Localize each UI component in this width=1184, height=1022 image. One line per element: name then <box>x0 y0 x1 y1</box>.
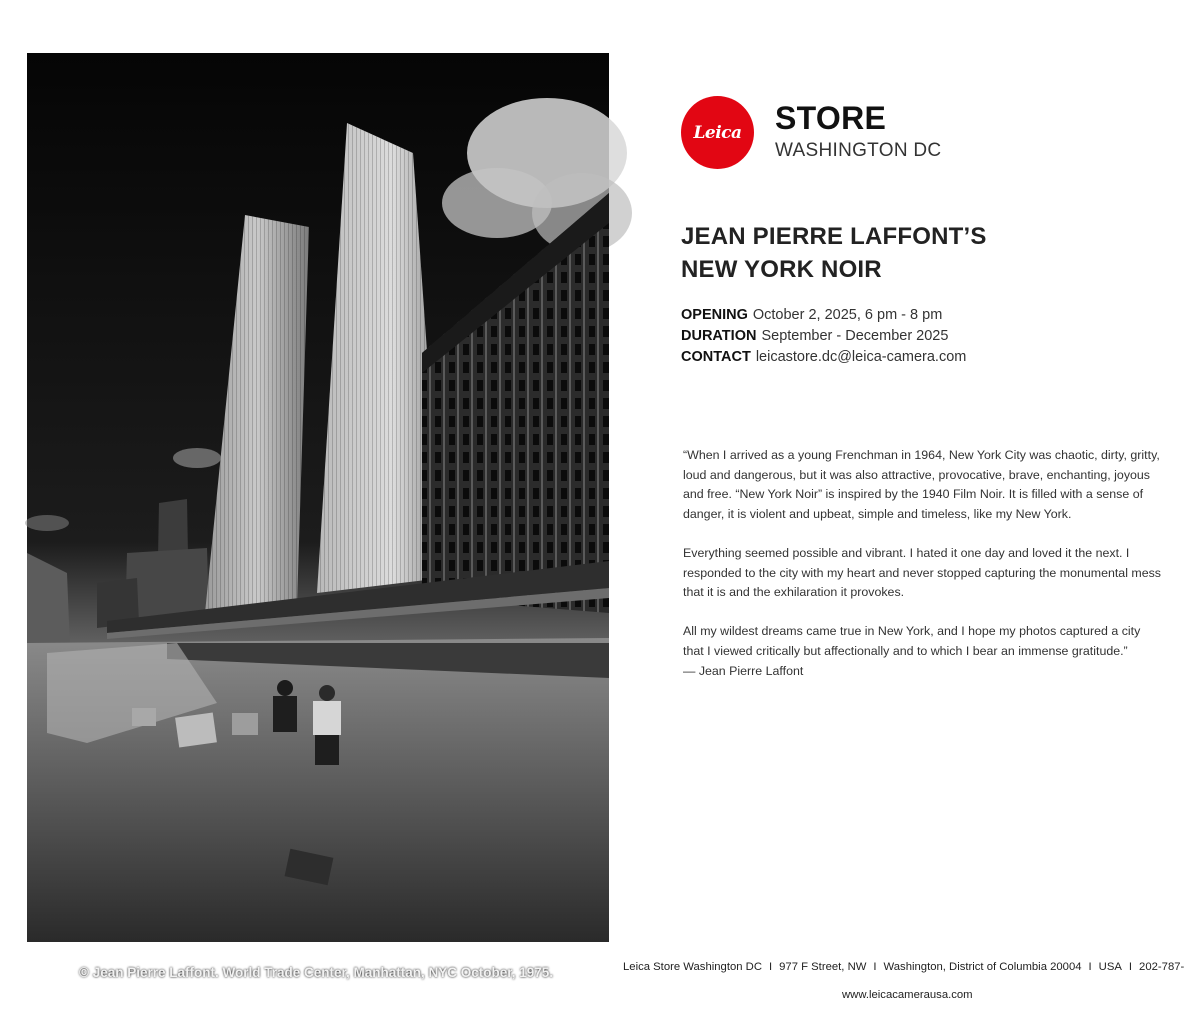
exhibition-title-line-1: JEAN PIERRE LAFFONT’S <box>681 223 987 250</box>
detail-contact <box>681 347 966 368</box>
footer-store-name: Leica Store Washington DC <box>623 961 762 973</box>
detail-label: DURATION <box>681 328 757 344</box>
footer-separator: I <box>1128 961 1133 973</box>
store-title: STORE <box>775 100 887 136</box>
exhibition-title-line-2: NEW YORK NOIR <box>681 256 882 283</box>
footer-phone: 202-787- <box>1139 961 1184 973</box>
footer-separator: I <box>1088 961 1092 973</box>
leica-logo-icon <box>681 96 754 169</box>
artist-quote <box>683 446 1163 681</box>
detail-label: OPENING <box>681 307 748 323</box>
exhibition-details <box>681 305 966 368</box>
store-subtitle: WASHINGTON DC <box>775 140 942 161</box>
exhibition-photo <box>27 53 609 980</box>
footer-city: Washington, District of Columbia 20004 <box>883 961 1082 973</box>
detail-value: September - December 2025 <box>761 328 949 344</box>
photo-caption: © Jean Pierre Laffont. World Trade Center, Manhattan, NYC October, 1975. <box>79 965 554 980</box>
detail-value: October 2, 2025, 6 pm - 8 pm <box>752 307 943 323</box>
quote-paragraph: “When I arrived as a young Frenchman in 1964, New York City was chaotic, dirty, gritty, loud and dangerous, but it was also attractive, provocative, brave, enchanting, joyous and free. “New York Noir” is inspired by the 1940 Film Noir. It is filled with a sense of danger, it is violent and upbeat, simple and timeless, like my New York. <box>683 448 1160 521</box>
footer-address <box>623 961 1184 973</box>
detail-duration <box>681 326 966 347</box>
detail-opening <box>681 305 966 326</box>
footer-country: USA <box>1098 961 1122 973</box>
detail-label: CONTACT <box>681 349 751 365</box>
leica-logo-text: Leica <box>693 122 742 143</box>
footer-separator: I <box>768 961 773 973</box>
world-trade-center-photo-illustration <box>27 53 609 942</box>
footer-street: 977 F Street, NW <box>779 961 867 973</box>
exhibition-title <box>681 220 987 286</box>
contact-email: leicastore.dc@leica-camera.com <box>755 349 967 365</box>
quote-paragraph: Everything seemed possible and vibrant. I hated it one day and loved it the next. I responded to the city with my heart and never stopped capturing the monumental mess that it is and the exhilaration it provokes. <box>683 545 1161 600</box>
quote-paragraph: All my wildest dreams came true in New York, and I hope my photos captured a city that I viewed critically but affectionally and to which I bear an immense gratitude.” <box>683 624 1141 658</box>
footer-website: www.leicacamerausa.com <box>842 989 973 1001</box>
footer-separator: I <box>873 961 877 973</box>
quote-attribution: — Jean Pierre Laffont <box>683 663 804 678</box>
